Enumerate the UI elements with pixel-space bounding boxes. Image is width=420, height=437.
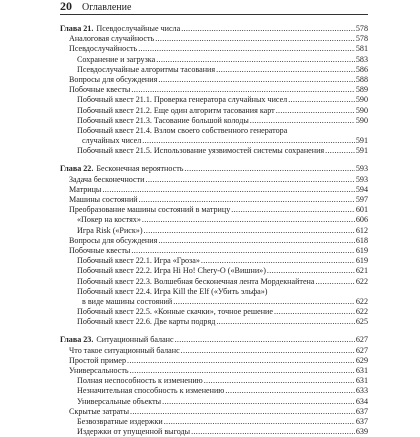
entry-title: Задача бесконечности <box>69 174 145 184</box>
chapter-label: Глава 22. <box>60 164 94 174</box>
page-ref: 629 <box>355 355 368 365</box>
dot-leader <box>142 136 355 146</box>
toc-entry[interactable] <box>60 175 368 185</box>
dot-leader <box>158 236 355 246</box>
dot-leader <box>250 116 355 126</box>
page-ref: 581 <box>355 44 368 54</box>
page-ref: 627 <box>355 345 368 355</box>
toc-entry[interactable] <box>60 307 368 317</box>
dot-leader <box>139 195 355 205</box>
dot-leader <box>276 106 355 116</box>
entry-title: Издержки от упущенной выгоды <box>77 427 191 437</box>
page-ref: 633 <box>355 386 368 396</box>
dot-leader <box>144 226 355 236</box>
dot-leader <box>231 205 355 215</box>
dot-leader <box>173 297 355 307</box>
dot-leader <box>130 366 355 376</box>
page-ref: 618 <box>355 235 368 245</box>
entry-title: Побочный квест 21.1. Проверка генератора случайных чисел <box>77 95 288 105</box>
dot-leader <box>315 277 354 287</box>
toc-entry[interactable] <box>60 287 368 297</box>
entry-title: «Покер на костях» <box>77 215 141 225</box>
page-ref: 597 <box>355 195 368 204</box>
dot-leader <box>131 85 354 95</box>
toc-entry[interactable] <box>60 236 368 246</box>
page-ref: 588 <box>355 74 368 84</box>
page-ref: 631 <box>355 366 368 375</box>
page-ref: 589 <box>355 85 368 95</box>
entry-title: Простой пример <box>69 355 127 365</box>
entry-title: Универсальные объекты <box>77 396 162 406</box>
entry-title: Матрицы <box>69 184 102 194</box>
page-ref: 621 <box>355 266 368 276</box>
page-ref: 622 <box>355 276 368 286</box>
toc-entry[interactable] <box>60 146 368 156</box>
page-ref: 634 <box>355 396 368 406</box>
entry-title: Сохранение и загрузка <box>77 54 156 64</box>
toc-entry[interactable] <box>60 397 368 407</box>
toc-entry[interactable] <box>60 256 368 266</box>
toc-entry[interactable] <box>60 407 368 417</box>
entry-title: Что такое ситуационный баланс <box>69 345 180 355</box>
toc-entry[interactable] <box>60 297 368 307</box>
entry-title: Незначительная способность к изменению <box>77 386 225 396</box>
page-ref: 627 <box>355 335 368 345</box>
toc-entry[interactable] <box>60 95 368 105</box>
page-ref: 586 <box>355 64 368 74</box>
entry-title: Вопросы для обсуждения <box>69 74 158 84</box>
dot-leader <box>130 407 355 417</box>
page-ref: 590 <box>355 95 368 105</box>
entry-title: Побочный квест 21.3. Тасование большой колоды <box>77 115 249 125</box>
entry-title: Аналоговая случайность <box>69 34 155 44</box>
dot-leader <box>201 256 355 266</box>
dot-leader <box>155 34 355 44</box>
dot-leader <box>162 397 355 407</box>
page-ref: 591 <box>355 136 368 146</box>
entry-title: Побочный квест 22.5. «Конные скачки», точное решение <box>77 307 273 317</box>
dot-leader <box>325 146 355 156</box>
toc-entry[interactable] <box>60 106 368 116</box>
toc-entry[interactable] <box>60 75 368 85</box>
toc-entry[interactable] <box>60 356 368 366</box>
dot-leader <box>158 75 355 85</box>
page-ref: 606 <box>355 215 368 225</box>
toc-entry[interactable] <box>60 44 368 54</box>
entry-title: Псевдослучайные алгоритмы тасования <box>77 64 216 74</box>
toc-entry[interactable] <box>60 427 368 437</box>
toc-chapter-entry[interactable] <box>60 164 368 174</box>
dot-leader <box>184 164 354 174</box>
page-ref: 619 <box>355 245 368 255</box>
dot-leader <box>204 376 355 386</box>
entry-title: Побочный квест 22.6. Две карты подряд <box>77 317 216 327</box>
entry-title: случайных чисел <box>82 136 142 146</box>
toc-chapter-entry[interactable] <box>60 24 368 34</box>
dot-leader <box>181 346 355 356</box>
entry-title: Псевдослучайность <box>69 44 138 54</box>
dot-leader <box>225 386 355 396</box>
entry-title: Побочный квест 22.2. Игра Hi Ho! Chery-O («Вишни») <box>77 266 266 276</box>
dot-leader <box>156 55 355 65</box>
page-ref: 601 <box>355 205 368 215</box>
entry-title: Побочные квесты <box>69 245 131 255</box>
dot-leader <box>216 65 355 75</box>
entry-title: Скрытые затраты <box>69 406 130 416</box>
toc-entry[interactable] <box>60 317 368 327</box>
toc-entry[interactable] <box>60 195 368 205</box>
toc-entry[interactable] <box>60 185 368 195</box>
page-ref: 619 <box>355 256 368 266</box>
entry-title: Безвозвратные издержки <box>77 416 163 426</box>
toc-entry[interactable] <box>60 246 368 256</box>
page-ref: 594 <box>355 184 368 194</box>
page-header <box>60 0 368 15</box>
toc-entry[interactable] <box>60 386 368 396</box>
toc-entry[interactable] <box>60 136 368 146</box>
toc-entry[interactable] <box>60 417 368 427</box>
page-ref: 631 <box>355 376 368 386</box>
toc-entry[interactable] <box>60 34 368 44</box>
entry-title: Универсальность <box>69 366 129 375</box>
chapter-title: Бесконечная вероятность <box>96 164 184 174</box>
toc-entry[interactable] <box>60 116 368 126</box>
dot-leader <box>102 185 354 195</box>
toc-entry[interactable] <box>60 346 368 356</box>
dot-leader <box>131 246 354 256</box>
dot-leader <box>138 44 355 54</box>
toc-entry[interactable] <box>60 277 368 287</box>
toc-entry[interactable] <box>60 65 368 75</box>
dot-leader <box>142 215 355 225</box>
page-ref: 590 <box>355 105 368 115</box>
toc-chapter-entry[interactable] <box>60 335 368 345</box>
page-ref: 625 <box>355 317 368 327</box>
toc-entry[interactable] <box>60 126 368 136</box>
toc-entry[interactable] <box>60 215 368 225</box>
entry-title: Побочный квест 22.3. Волшебная бесконечная лента Мордекнайтена <box>77 276 315 286</box>
page-ref: 590 <box>355 115 368 125</box>
dot-leader <box>127 356 355 366</box>
chapter-title: Ситуационный баланс <box>96 335 174 345</box>
dot-leader <box>216 317 355 327</box>
dot-leader <box>175 335 355 345</box>
page-ref: 578 <box>355 34 368 44</box>
dot-leader <box>146 175 355 185</box>
chapter-label: Глава 21. <box>60 24 94 33</box>
dot-leader <box>274 307 355 317</box>
entry-title: Вопросы для обсуждения <box>69 235 158 245</box>
entry-title: Преобразование машины состояний в матрицу <box>69 205 231 215</box>
toc-entry[interactable] <box>60 376 368 386</box>
table-of-contents <box>60 24 368 437</box>
page-ref: 637 <box>355 406 368 416</box>
chapter-title: Псевдослучайные числа <box>96 24 181 33</box>
page-ref: 583 <box>355 54 368 64</box>
entry-title: Побочный квест 21.5. Использование уязвимостей системы сохранения <box>77 146 325 156</box>
chapter-heading <box>60 24 180 34</box>
dot-leader <box>181 24 355 34</box>
toc-entry[interactable] <box>60 226 368 236</box>
entry-title: Машины состояний <box>69 195 138 204</box>
entry-title: Побочный квест 22.4. Игра Kill the Elf («Убить эльфа») <box>77 286 268 296</box>
page-ref: 639 <box>355 427 368 437</box>
page-ref: 622 <box>355 296 368 306</box>
entry-title: в виде машины состояний <box>82 296 173 306</box>
toc-entry[interactable] <box>60 85 368 95</box>
entry-title: Полная неспособность к изменению <box>77 376 203 386</box>
entry-title: Игра Risk («Риск») <box>77 225 143 235</box>
running-title: Оглавление <box>82 2 132 13</box>
page-ref: 622 <box>355 307 368 317</box>
dot-leader <box>288 95 355 105</box>
page-ref: 578 <box>355 24 368 33</box>
page-ref: 593 <box>355 164 368 174</box>
toc-entry[interactable] <box>60 55 368 65</box>
entry-title: Побочные квесты <box>69 85 131 95</box>
page-number: 20 <box>60 0 72 13</box>
entry-title: Побочный квест 21.4. Взлом своего собственного генератора <box>77 125 288 135</box>
chapter-heading <box>60 164 183 174</box>
page-ref: 637 <box>355 416 368 426</box>
toc-entry[interactable] <box>60 205 368 215</box>
entry-title: Побочный квест 21.2. Еще один алгоритм тасования карт <box>77 105 275 115</box>
dot-leader <box>267 266 355 276</box>
page-ref: 591 <box>355 146 368 156</box>
dot-leader <box>164 417 355 427</box>
toc-entry[interactable] <box>60 266 368 276</box>
dot-leader <box>191 427 355 437</box>
page-ref: 593 <box>355 174 368 184</box>
entry-title: Побочный квест 22.1. Игра «Гроза» <box>77 256 200 266</box>
toc-entry[interactable] <box>60 366 368 376</box>
chapter-heading <box>60 335 174 345</box>
page-ref: 612 <box>355 225 368 235</box>
chapter-label: Глава 23. <box>60 335 94 345</box>
